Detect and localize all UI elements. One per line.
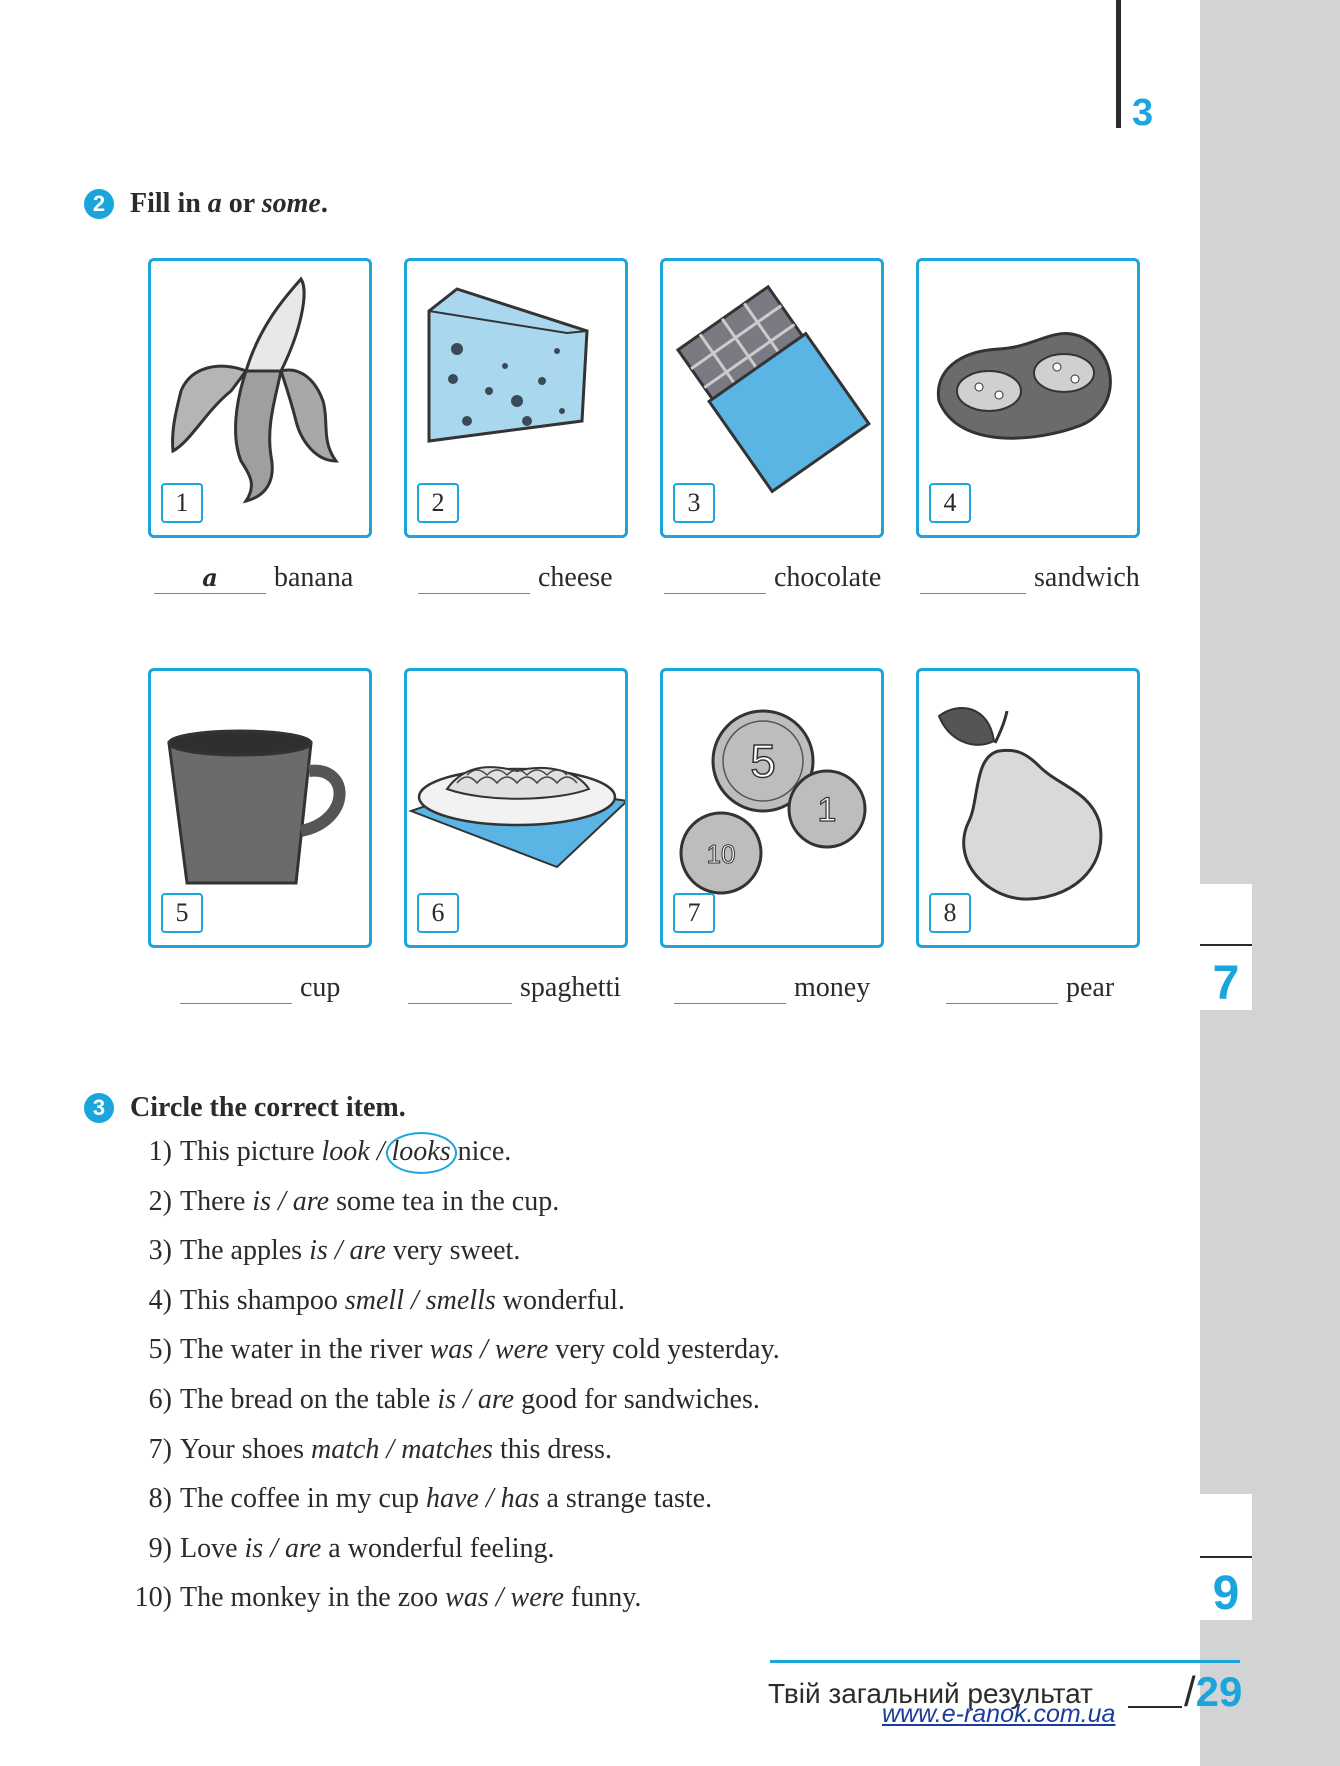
option-2[interactable]: are — [285, 1532, 322, 1564]
sentence-text: Your shoes — [180, 1433, 311, 1465]
option-2[interactable]: matches — [401, 1433, 493, 1465]
option-separator: / — [488, 1582, 511, 1614]
sentence — [118, 1384, 780, 1434]
answer-line-4 — [920, 562, 1140, 594]
answer-line-8 — [946, 972, 1114, 1004]
item-number: 5 — [161, 893, 203, 933]
sentence-text: a wonderful feeling. — [321, 1532, 555, 1564]
answer-line-6 — [408, 972, 621, 1004]
answer-blank[interactable] — [674, 973, 786, 1004]
answer-word: spaghetti — [520, 972, 622, 1003]
option-separator: / — [327, 1235, 350, 1267]
sentence — [118, 1285, 780, 1335]
picture-card-5 — [148, 668, 372, 948]
result-label: Твій загальний результат — [768, 1678, 1093, 1709]
answer-word: cheese — [538, 562, 613, 593]
sentence-number: 7) — [148, 1433, 172, 1465]
option-2[interactable]: were — [494, 1334, 549, 1366]
option-2[interactable]: are — [349, 1235, 386, 1267]
option-separator: / — [456, 1383, 478, 1415]
sentence-text: nice. — [450, 1136, 512, 1167]
result-blank[interactable] — [1128, 1706, 1182, 1708]
sentence-text: This picture — [180, 1136, 322, 1167]
exercise-number-badge: 3 — [84, 1093, 114, 1123]
exercise-number-badge: 2 — [84, 189, 114, 219]
sentence-text: Love — [180, 1532, 245, 1564]
exercise-3-heading — [84, 1092, 406, 1124]
option-2[interactable]: are — [477, 1383, 515, 1415]
answer-word: cup — [300, 972, 341, 1003]
exercise-2-heading — [84, 188, 328, 220]
svg-text:1: 1 — [817, 791, 837, 829]
answer-blank[interactable]: a — [154, 563, 266, 594]
sentence — [118, 1582, 780, 1632]
answer-line-3 — [664, 562, 881, 594]
title-text: or — [221, 188, 262, 219]
option-1[interactable]: was — [429, 1334, 474, 1366]
answer-line-7 — [674, 972, 870, 1004]
picture-card-7 — [660, 668, 884, 948]
answer-word: pear — [1066, 972, 1115, 1003]
option-separator: / — [369, 1136, 392, 1167]
picture-card-4 — [916, 258, 1140, 538]
answer-blank[interactable] — [920, 563, 1026, 594]
item-number: 4 — [929, 483, 971, 523]
tab-rule — [1200, 1556, 1252, 1558]
sentence-number: 9) — [148, 1532, 172, 1564]
picture-card-3 — [660, 258, 884, 538]
answer-blank[interactable] — [946, 973, 1058, 1004]
sentence-text: wonderful. — [495, 1284, 625, 1316]
answer-blank[interactable] — [180, 973, 292, 1004]
sentence-text: funny. — [563, 1582, 642, 1614]
answer-word: sandwich — [1034, 562, 1140, 593]
sentence-text: The water in the river — [180, 1334, 430, 1366]
option-2[interactable]: are — [292, 1185, 330, 1217]
top-rule — [1116, 0, 1121, 128]
sentence — [118, 1533, 780, 1583]
answer-blank[interactable] — [418, 563, 530, 594]
item-number: 7 — [673, 893, 715, 933]
option-1[interactable]: was — [445, 1582, 489, 1614]
item-number: 2 — [417, 483, 459, 523]
option-1[interactable]: match — [310, 1433, 380, 1465]
option-2[interactable]: were — [510, 1582, 564, 1614]
tab-rule — [1200, 944, 1252, 946]
answer-word: chocolate — [774, 562, 882, 593]
sentence-text: very cold yesterday. — [548, 1334, 780, 1366]
option-1[interactable]: look — [321, 1136, 370, 1167]
option-2[interactable]: has — [500, 1483, 540, 1515]
sentence — [118, 1483, 780, 1533]
sentence-text: this dress. — [492, 1433, 612, 1465]
option-2[interactable]: smells — [425, 1284, 496, 1316]
svg-text:10: 10 — [706, 839, 736, 869]
sentence-number: 3) — [148, 1235, 172, 1267]
option-separator: / — [270, 1185, 293, 1217]
sentence-text: The bread on the table — [180, 1383, 438, 1415]
sentence-text: good for sandwiches. — [514, 1383, 760, 1415]
answer-word: banana — [274, 562, 354, 593]
picture-card-2 — [404, 258, 628, 538]
title-text: . — [320, 188, 328, 219]
exercise-3-title: Circle the correct item. — [130, 1092, 406, 1123]
option-separator: / — [473, 1334, 495, 1366]
picture-card-8 — [916, 668, 1140, 948]
sentence-text: The monkey in the zoo — [180, 1582, 446, 1614]
sentence — [118, 1334, 780, 1384]
answer-line-5 — [180, 972, 340, 1004]
sentence-text: There — [180, 1185, 253, 1217]
sentence-list — [118, 1136, 780, 1632]
sentence-number: 10) — [134, 1582, 172, 1614]
sentence-number: 8) — [148, 1483, 172, 1515]
exercise-2-title — [130, 188, 328, 220]
option-2-circled[interactable]: looks — [391, 1136, 451, 1167]
sentence-text: This shampoo — [180, 1284, 345, 1316]
answer-blank[interactable] — [408, 973, 512, 1004]
answer-word: money — [794, 972, 871, 1003]
tab-number-7: 7 — [1212, 957, 1240, 1010]
option-1[interactable]: is — [244, 1532, 264, 1564]
option-1[interactable]: have — [425, 1483, 479, 1515]
item-number: 6 — [417, 893, 459, 933]
option-separator: / — [379, 1433, 402, 1465]
sentence-number: 2) — [148, 1185, 172, 1217]
sentence — [118, 1136, 780, 1186]
option-separator: / — [263, 1532, 285, 1564]
title-a: a — [207, 188, 222, 219]
option-1[interactable]: smell — [344, 1284, 404, 1316]
total-score — [1184, 1668, 1242, 1716]
sentence-text: some tea in the cup. — [329, 1185, 560, 1217]
sentence — [118, 1186, 780, 1236]
footer-rule — [770, 1660, 1240, 1663]
option-separator: / — [404, 1284, 426, 1316]
svg-text:5: 5 — [750, 735, 776, 787]
answer-blank[interactable] — [664, 563, 766, 594]
sentence-number: 1) — [148, 1136, 172, 1167]
item-number: 1 — [161, 483, 203, 523]
picture-card-1 — [148, 258, 372, 538]
option-1[interactable]: is — [309, 1235, 328, 1267]
score-total: 29 — [1195, 1668, 1243, 1715]
sentence-number: 6) — [148, 1383, 172, 1415]
option-separator: / — [478, 1483, 501, 1515]
picture-card-6 — [404, 668, 628, 948]
sentence — [118, 1434, 780, 1484]
sentence-text: The coffee in my cup — [180, 1483, 426, 1515]
item-number: 3 — [673, 483, 715, 523]
tab-number-9: 9 — [1212, 1567, 1240, 1620]
item-number: 8 — [929, 893, 971, 933]
sentence-text: very sweet. — [385, 1235, 521, 1267]
sentence-text: a strange taste. — [539, 1483, 713, 1515]
option-1[interactable]: is — [252, 1185, 271, 1217]
sentence — [118, 1235, 780, 1285]
sentence-number: 5) — [148, 1334, 172, 1366]
title-text: Fill in — [130, 188, 208, 219]
answer-line-2 — [418, 562, 613, 594]
sentence-text: The apples — [180, 1235, 310, 1267]
answer-line-1 — [154, 562, 353, 594]
publisher-link[interactable]: www.e-ranok.com.ua — [882, 1700, 1116, 1728]
score-slash: / — [1184, 1668, 1196, 1715]
option-1[interactable]: is — [437, 1383, 457, 1415]
unit-number: 3 — [1132, 92, 1154, 134]
sentence-number: 4) — [148, 1284, 172, 1316]
title-some: some — [261, 188, 321, 219]
